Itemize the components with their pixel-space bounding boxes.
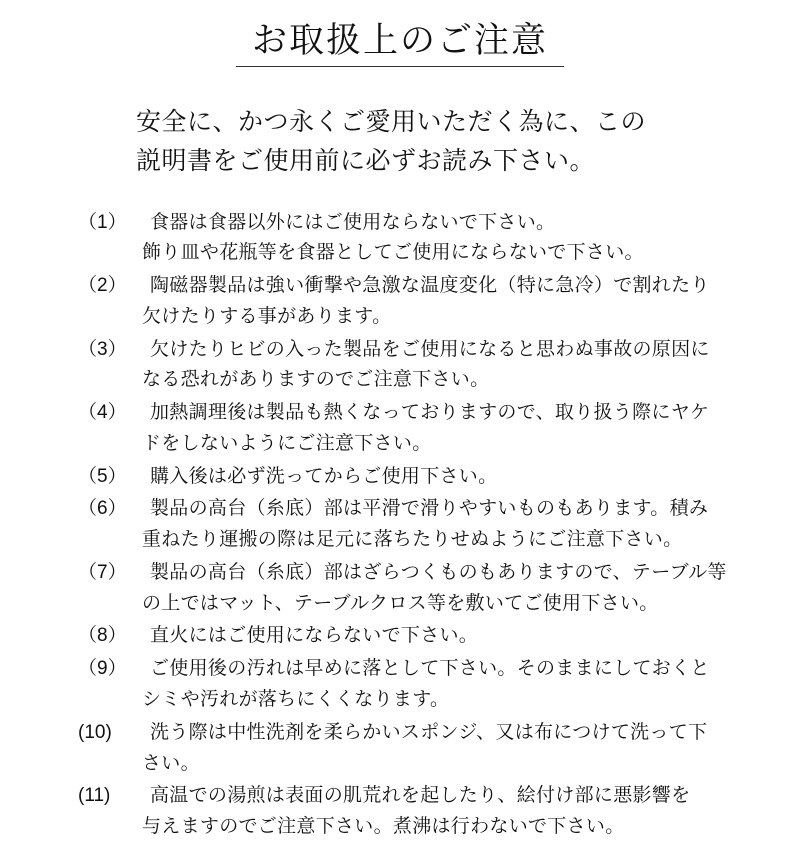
list-item-number: (11)	[78, 785, 111, 807]
list-item	[78, 654, 770, 716]
list-item-line: の上ではマット、テーブルクロス等を敷いてご使用下さい。	[142, 592, 659, 614]
page-title: お取扱上のご注意	[251, 21, 548, 60]
list-item	[78, 494, 770, 556]
list-item-number: （6）	[78, 498, 127, 520]
list-item	[78, 271, 770, 333]
list-item-number: （8）	[78, 625, 127, 647]
list-item-number: （4）	[78, 402, 127, 424]
list-item-number: （7）	[78, 561, 127, 583]
list-item	[78, 558, 770, 620]
list-item-body	[142, 335, 770, 397]
list-item-line: 飾り皿や花瓶等を食器としてご使用にならないで下さい。	[142, 242, 644, 264]
lead-line: 安全に、かつ永くご愛用いただく為に、この	[136, 107, 647, 136]
list-item-line: 欠けたりヒビの入った製品をご使用になると思わぬ事故の原因に	[150, 338, 710, 360]
list-item-body	[142, 494, 770, 556]
list-item-line: 欠けたりする事があります。	[142, 305, 392, 327]
title-underline	[236, 66, 564, 67]
list-item	[78, 621, 770, 652]
lead-line: 説明書をご使用前に必ずお読み下さい。	[136, 147, 596, 175]
list-item-body	[142, 462, 770, 493]
list-item-line: 洗う際は中性洗剤を柔らかいスポンジ、又は布につけて洗って下	[150, 721, 708, 743]
list-item	[78, 781, 770, 843]
list-item-line: ご使用後の汚れは早めに落として下さい。そのままにしておくと	[150, 658, 710, 680]
list-item	[78, 335, 770, 397]
instruction-list	[0, 208, 800, 843]
list-item-body	[142, 621, 770, 652]
list-item-number: （5）	[78, 465, 127, 487]
list-item	[78, 208, 770, 270]
list-item-line: なる恐れがありますのでご注意下さい。	[142, 369, 490, 391]
list-item	[78, 718, 770, 780]
list-item-body	[142, 781, 770, 843]
list-item-number: (10)	[78, 721, 112, 743]
list-item-number: （2）	[78, 275, 127, 297]
list-item-line: 加熱調理後は製品も熱くなっておりますので、取り扱う際にヤケ	[150, 402, 710, 424]
list-item-body	[142, 558, 770, 620]
list-item-line: 陶磁器製品は強い衝撃や急激な温度変化（特に急冷）で割れたり	[150, 275, 710, 297]
list-item-body	[142, 718, 770, 780]
list-item-line: 高温での湯煎は表面の肌荒れを起したり、絵付け部に悪影響を	[150, 785, 691, 807]
list-item-line: 製品の高台（糸底）部はざらつくものもありますので、テーブル等	[150, 561, 727, 583]
list-item-number: （3）	[78, 338, 127, 360]
list-item-line: 直火にはご使用にならないで下さい。	[150, 625, 479, 647]
list-item-line: ドをしないようにご注意下さい。	[142, 432, 432, 454]
list-item-line: 購入後は必ず洗ってからご使用下さい。	[150, 465, 498, 487]
list-item-body	[142, 208, 770, 270]
list-item	[78, 462, 770, 493]
list-item-line: 重ねたり運搬の際は足元に落ちたりせぬようにご注意下さい。	[142, 529, 683, 551]
list-item-number: （1）	[78, 211, 127, 233]
list-item-number: （9）	[78, 658, 127, 680]
list-item-line: さい。	[142, 752, 200, 774]
list-item-body	[142, 271, 770, 333]
list-item-line: 与えますのでご注意下さい。煮沸は行わないで下さい。	[142, 816, 625, 838]
list-item-body	[142, 654, 770, 716]
lead-paragraph	[0, 103, 800, 182]
list-item-line: 製品の高台（糸底）部は平滑で滑りやすいものもあります。積み	[150, 498, 709, 520]
list-item-line: シミや汚れが落ちにくくなります。	[142, 688, 450, 710]
list-item	[78, 398, 770, 460]
list-item-body	[142, 398, 770, 460]
list-item-line: 食器は食器以外にはご使用ならないで下さい。	[150, 211, 556, 233]
